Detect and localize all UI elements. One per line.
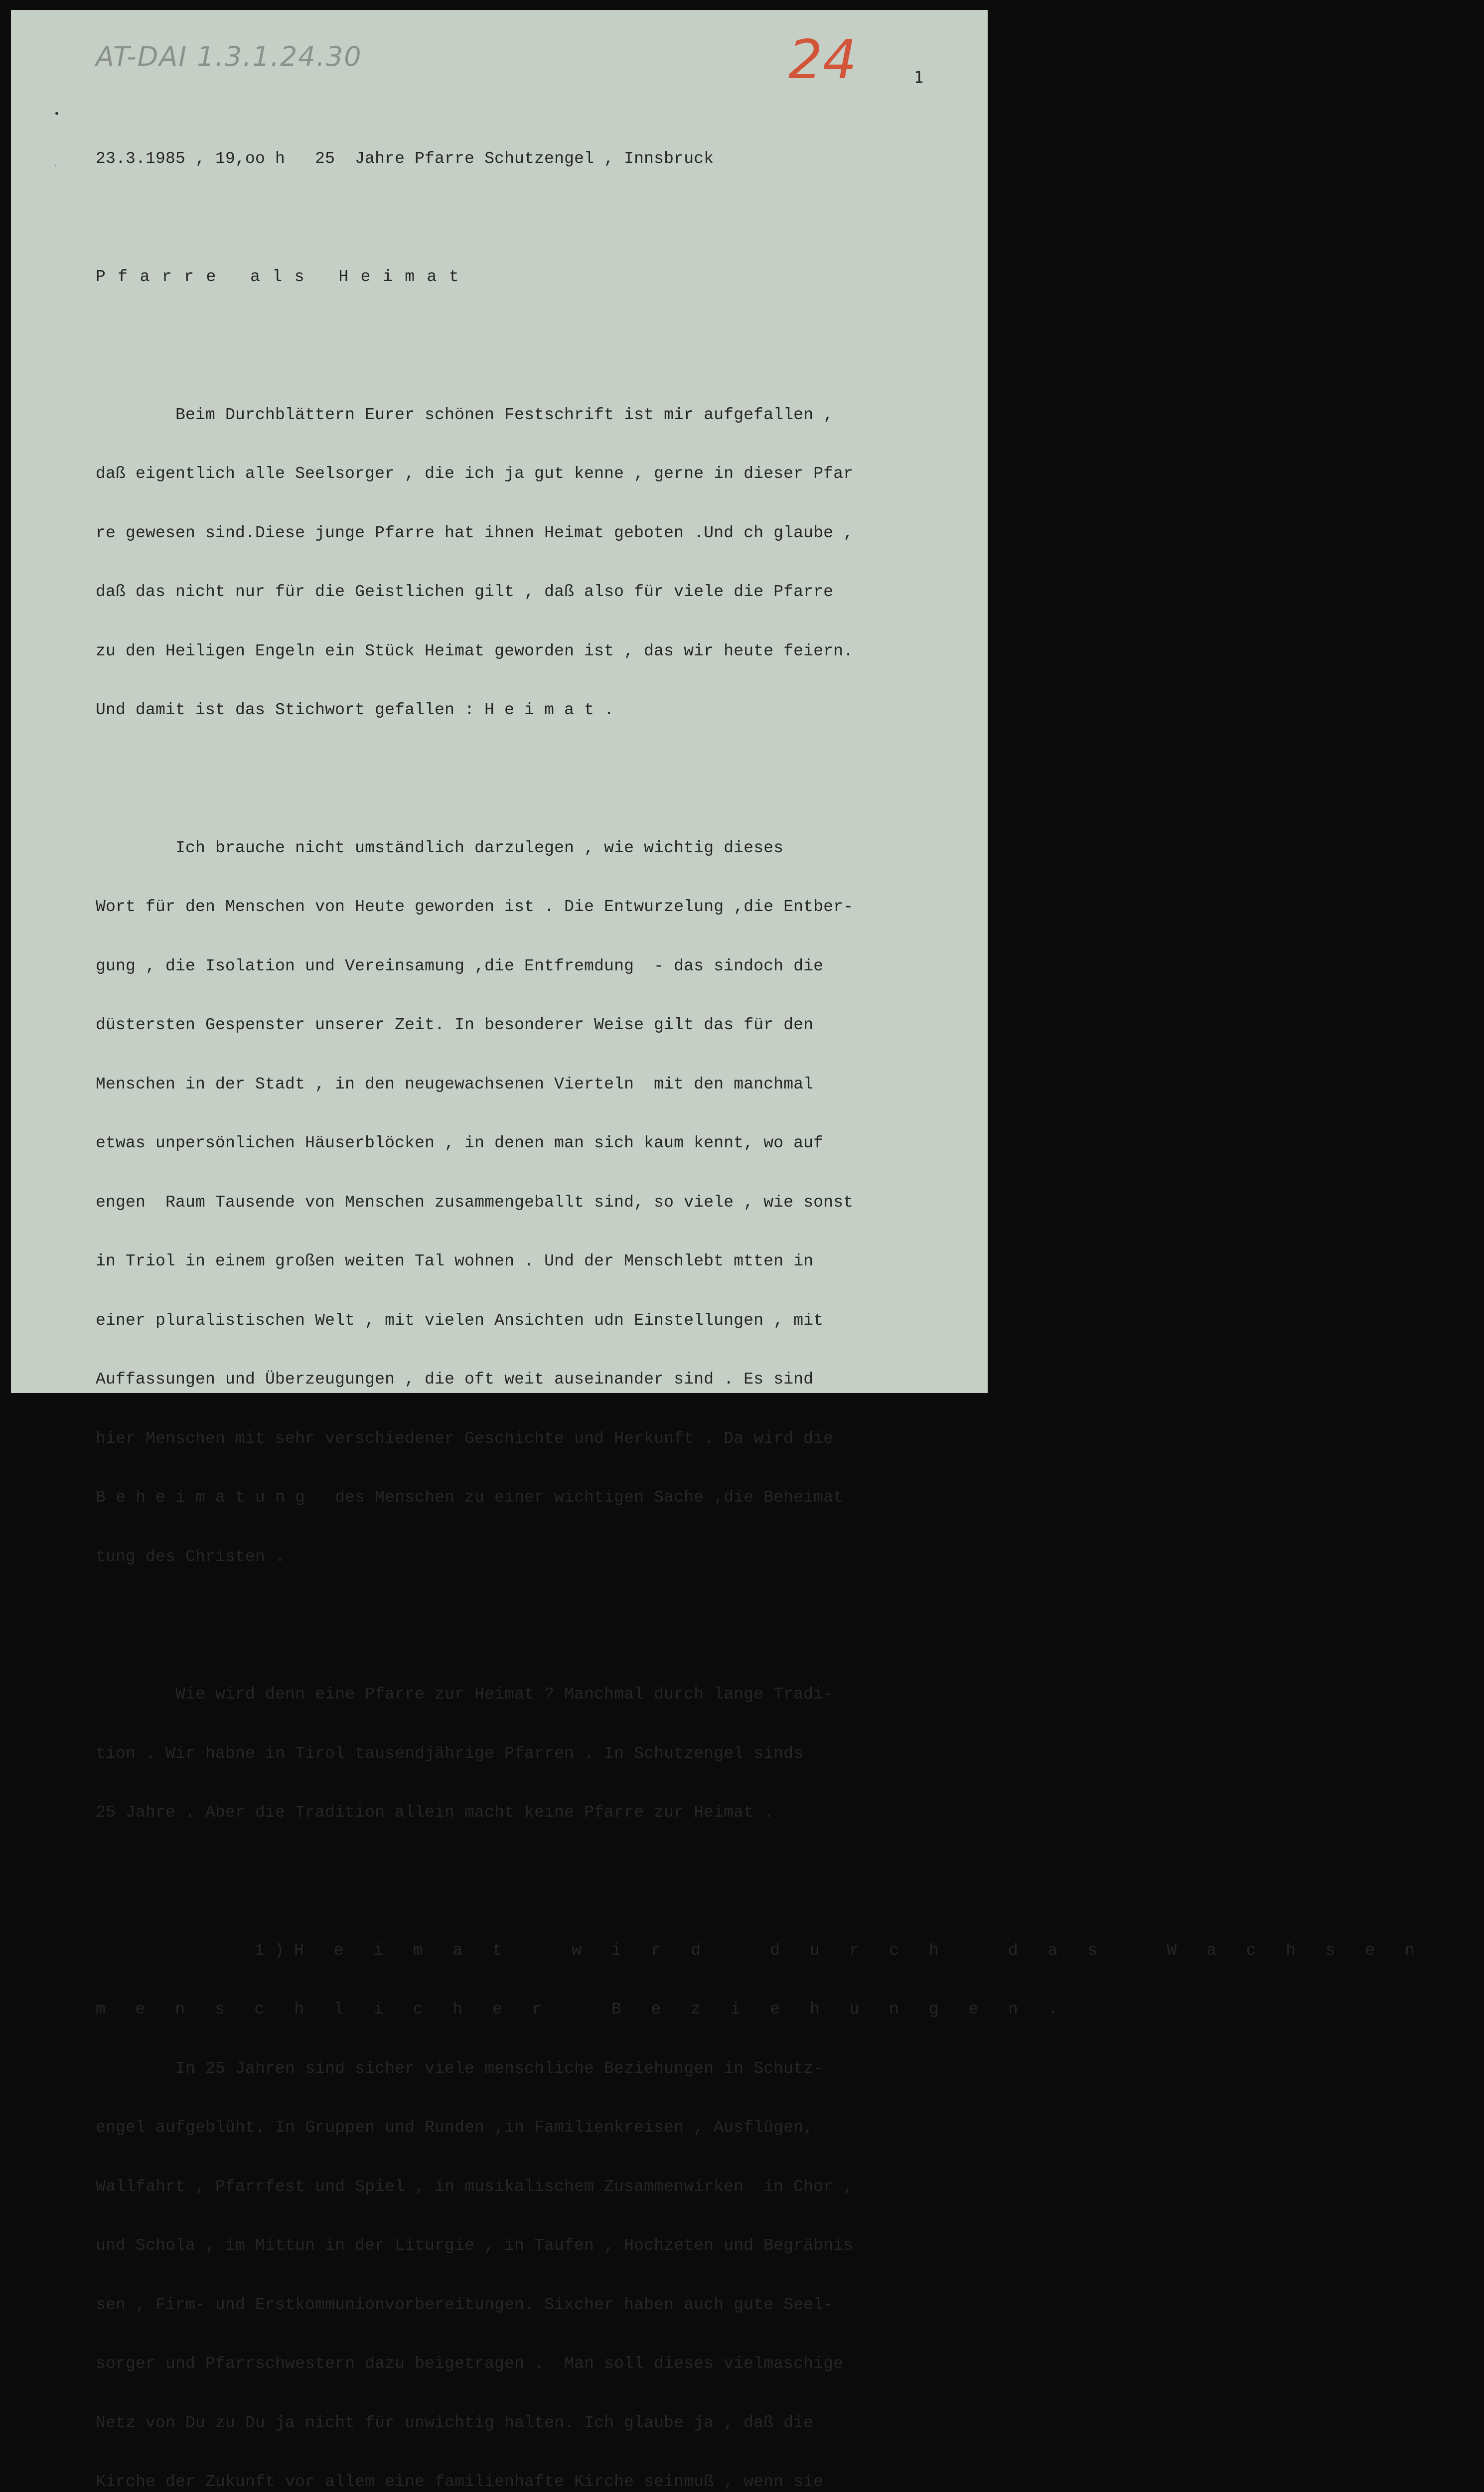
margin-mark: ,	[55, 159, 57, 167]
margin-mark: •	[54, 108, 60, 120]
paragraph-line: in Triol in einem großen weiten Tal wohnen . Und der Menschlebt mtten in	[96, 1252, 814, 1270]
paragraph-line: gung , die Isolation und Vereinsamung ,die Entfremdung - das sindoch die	[96, 956, 824, 975]
paragraph-line: Ich brauche nicht umständlich darzulegen , wie wichtig dieses	[96, 838, 784, 857]
paragraph-line: Und damit ist das Stichwort gefallen : H e i m a t .	[96, 701, 614, 719]
paragraph-line: daß das nicht nur für die Geistlichen gilt , daß also für viele die Pfarre	[96, 583, 834, 601]
section-heading: m e n s c h l i c h e r B e z i e h u n g e n .	[96, 2000, 1068, 2019]
paragraph-line: Netz von Du zu Du ja nicht für unwichtig halten. Ich glaube ja , daß die	[96, 2413, 814, 2432]
paragraph-line: Auffassungen und Überzeugungen , die oft weit auseinander sind . Es sind	[96, 1370, 814, 1389]
paragraph-line: In 25 Jahren sind sicher viele menschliche Beziehungen in Schutz-	[96, 2059, 824, 2078]
paragraph-line: und Schola , im Mittun in der Liturgie , in Taufen , Hochzeten und Begräbnis	[96, 2236, 854, 2255]
paragraph-line: daß eigentlich alle Seelsorger , die ich ja gut kenne , gerne in dieser Pfar	[96, 465, 854, 483]
paragraph-line: Beim Durchblättern Eurer schönen Festschrift ist mir aufgefallen ,	[96, 405, 834, 424]
paragraph-line: düstersten Gespenster unserer Zeit. In besonderer Weise gilt das für den	[96, 1016, 814, 1034]
sheet-number: 24	[788, 29, 857, 91]
page-number: 1	[914, 68, 924, 87]
paragraph-line: Kirche der Zukunft vor allem eine familienhafte Kirche seinmuß , wenn sie	[96, 2473, 824, 2491]
paragraph-line: tion . Wir habne in Tirol tausendjährige Pfarren . In Schutzengel sinds	[96, 1744, 804, 1763]
paragraph-line: re gewesen sind.Diese junge Pfarre hat ihnen Heimat geboten .Und ch glaube ,	[96, 523, 854, 542]
typed-text	[96, 110, 1425, 2492]
section-heading: 1)H e i m a t w i r d d u r c h d a s W a c h s e n	[96, 1941, 1425, 1960]
paragraph-line: engen Raum Tausende von Menschen zusammengeballt sind, so viele , wie sonst	[96, 1193, 854, 1212]
paragraph-line: Wort für den Menschen von Heute geworden ist . Die Entwurzelung ,die Entber-	[96, 898, 854, 916]
paragraph-line: engel aufgeblüht. In Gruppen und Runden ,in Familienkreisen , Ausflügen,	[96, 2118, 814, 2137]
paragraph-line: tung des Christen .	[96, 1547, 286, 1566]
paragraph-line: sorger und Pfarrschwestern dazu beigetragen . Man soll dieses vielmaschige	[96, 2354, 844, 2373]
paragraph-line: einer pluralistischen Welt , mit vielen Ansichten udn Einstellungen , mit	[96, 1311, 824, 1330]
paragraph-line: 25 Jahre . Aber die Tradition allein macht keine Pfarre zur Heimat .	[96, 1803, 774, 1822]
title: Pfarre als Heimat	[96, 268, 471, 286]
paragraph-line: zu den Heiligen Engeln ein Stück Heimat geworden ist , das wir heute feiern.	[96, 641, 854, 660]
document-page	[11, 10, 1425, 2491]
paragraph-line: etwas unpersönlichen Häuserblöcken , in denen man sich kaum kennt, wo auf	[96, 1134, 824, 1152]
paragraph-line: Wallfahrt , Pfarrfest und Spiel , in musikalischem Zusammenwirken in Chor ,	[96, 2177, 854, 2196]
paragraph-line: Menschen in der Stadt , in den neugewachsenen Vierteln mit den manchmal	[96, 1075, 814, 1093]
paragraph-line: B e h e i m a t u n g des Menschen zu einer wichtigen Sache ,die Beheimat	[96, 1488, 844, 1507]
header-line: 23.3.1985 , 19,oo h 25 Jahre Pfarre Schutzengel , Innsbruck	[96, 150, 714, 168]
paragraph-line: Wie wird denn eine Pfarre zur Heimat ? Manchmal durch lange Tradi-	[96, 1685, 834, 1704]
paragraph-line: sen , Firm- und Erstkommunionvorbereitungen. Sixcher haben auch gute Seel-	[96, 2295, 834, 2314]
paragraph-line: hier Menschen mit sehr verschiedener Geschichte und Herkunft . Da wird die	[96, 1429, 834, 1448]
archive-reference: AT-DAI 1.3.1.24.30	[96, 41, 362, 72]
